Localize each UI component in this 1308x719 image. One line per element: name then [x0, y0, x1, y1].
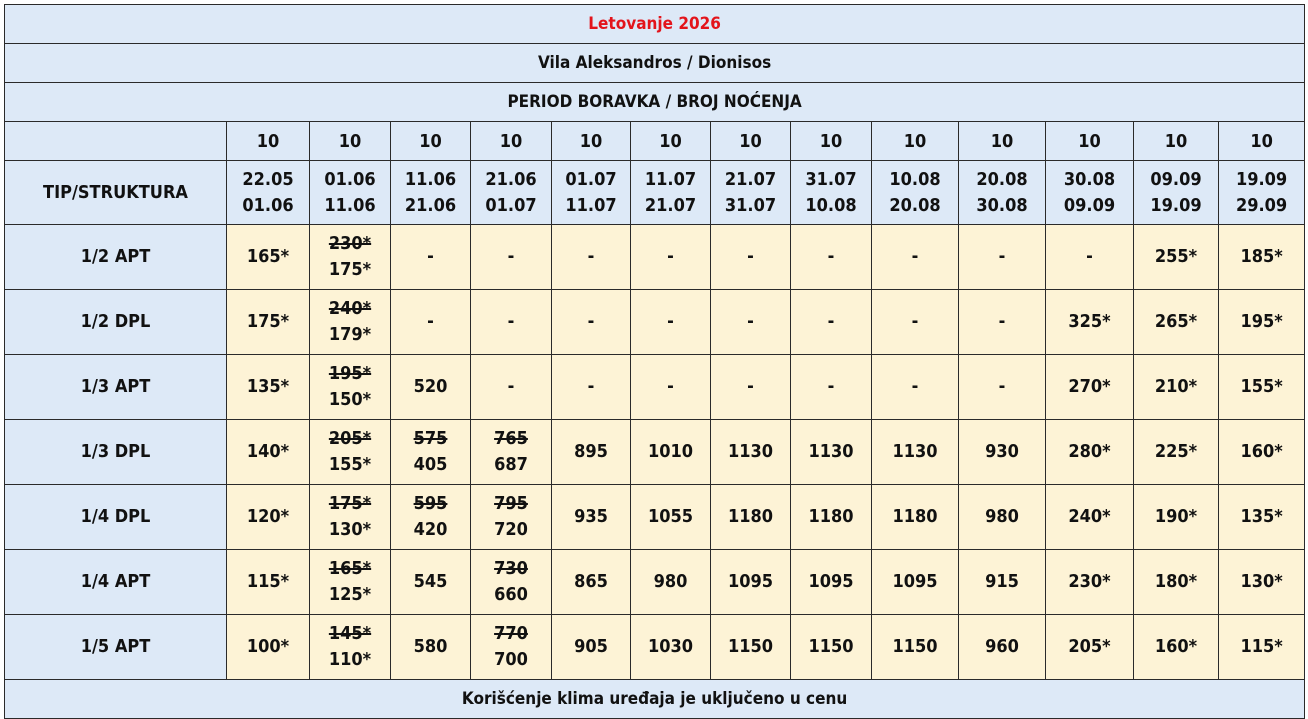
period-to: 01.06 [242, 194, 294, 216]
price-cell [1046, 290, 1134, 355]
subtitle-row [5, 44, 1305, 83]
price-value: 160* [1240, 441, 1283, 462]
price-cell [959, 225, 1046, 290]
price-cell [310, 290, 391, 355]
new-price: 150* [328, 389, 372, 410]
price-value: - [587, 246, 595, 267]
room-type: 1/4 DPL [5, 485, 227, 550]
old-price: 730 [494, 558, 528, 579]
period-cell [631, 161, 711, 225]
price-value: 190* [1154, 506, 1198, 527]
price-cell [711, 485, 791, 550]
period-cell [872, 161, 959, 225]
price-value: - [587, 311, 595, 332]
old-price: 770 [494, 623, 528, 644]
price-value: 155* [1240, 376, 1283, 397]
new-price: 155* [328, 454, 372, 475]
old-price: 175* [328, 493, 372, 514]
period-to: 10.08 [805, 194, 857, 216]
price-value: 1150 [727, 636, 774, 657]
footer-note: Korišćenje klima uređaja je uključeno u cenu [5, 680, 1305, 719]
price-value: - [507, 376, 515, 397]
price-value: 1055 [647, 506, 694, 527]
nights-cell: 10 [227, 122, 310, 161]
price-value: 1130 [727, 441, 774, 462]
nights-cell: 10 [391, 122, 471, 161]
price-cell [959, 290, 1046, 355]
nights-cell: 10 [1219, 122, 1305, 161]
price-cell [1134, 290, 1219, 355]
period-to: 09.09 [1063, 194, 1116, 216]
price-cell [310, 420, 391, 485]
nights-cell: 10 [1134, 122, 1219, 161]
old-price: 165* [328, 558, 372, 579]
table-row [5, 225, 1305, 290]
price-value: - [587, 376, 595, 397]
price-value: - [827, 311, 835, 332]
price-cell [1219, 550, 1305, 615]
price-value: 1180 [892, 506, 938, 527]
period-from: 11.06 [404, 168, 457, 190]
price-value: - [998, 376, 1006, 397]
price-cell [1046, 615, 1134, 680]
price-cell [471, 550, 552, 615]
new-price: 125* [328, 584, 372, 605]
price-value: 1095 [808, 571, 854, 592]
price-value: 195* [1240, 311, 1283, 332]
room-type: 1/3 APT [5, 355, 227, 420]
price-cell [872, 355, 959, 420]
table-row [5, 420, 1305, 485]
new-price: 720 [494, 519, 528, 540]
table-row [5, 615, 1305, 680]
period-from: 11.07 [644, 168, 697, 190]
price-cell [552, 550, 631, 615]
period-to: 20.08 [889, 194, 941, 216]
room-type: 1/5 APT [5, 615, 227, 680]
nights-cell: 10 [1046, 122, 1134, 161]
price-value: 140* [246, 441, 290, 462]
price-value: 1150 [892, 636, 938, 657]
price-cell [872, 290, 959, 355]
price-cell [1046, 485, 1134, 550]
period-cell [227, 161, 310, 225]
price-cell [1219, 615, 1305, 680]
period-to: 11.06 [324, 194, 376, 216]
price-value: 1180 [727, 506, 774, 527]
period-to: 19.09 [1150, 194, 1202, 216]
period-cell [1046, 161, 1134, 225]
period-to: 30.08 [976, 194, 1028, 216]
nights-cell: 10 [631, 122, 711, 161]
price-cell [791, 615, 872, 680]
period-cell [791, 161, 872, 225]
price-cell [631, 290, 711, 355]
nights-corner [5, 122, 227, 161]
old-price: 145* [328, 623, 372, 644]
period-from: 09.09 [1150, 168, 1202, 190]
price-cell [1219, 420, 1305, 485]
price-cell [227, 420, 310, 485]
price-cell [959, 355, 1046, 420]
dates-row [5, 161, 1305, 225]
period-cell [471, 161, 552, 225]
nights-cell: 10 [552, 122, 631, 161]
price-cell [711, 615, 791, 680]
price-cell [1219, 485, 1305, 550]
price-cell [1046, 550, 1134, 615]
period-to: 21.07 [644, 194, 697, 216]
price-cell [391, 550, 471, 615]
price-value: 115* [1240, 636, 1283, 657]
price-cell [631, 550, 711, 615]
price-cell [227, 290, 310, 355]
room-type: 1/3 DPL [5, 420, 227, 485]
price-value: 165* [246, 246, 290, 267]
price-cell [791, 420, 872, 485]
period-from: 10.08 [889, 168, 941, 190]
price-cell [227, 225, 310, 290]
period-cell [310, 161, 391, 225]
price-cell [310, 615, 391, 680]
old-price: 765 [494, 428, 528, 449]
price-cell [959, 550, 1046, 615]
price-value: - [507, 311, 515, 332]
price-value: 325* [1068, 311, 1111, 332]
price-list [4, 4, 1305, 719]
new-price: 420 [413, 519, 448, 540]
price-value: - [1086, 246, 1093, 267]
period-cell [1134, 161, 1219, 225]
price-cell [872, 225, 959, 290]
old-price: 575 [413, 428, 448, 449]
price-cell [711, 420, 791, 485]
price-cell [1134, 420, 1219, 485]
price-cell [791, 225, 872, 290]
price-value: 115* [246, 571, 290, 592]
price-value: 520 [413, 376, 448, 397]
price-cell [791, 355, 872, 420]
period-from: 20.08 [976, 168, 1028, 190]
price-value: - [911, 311, 919, 332]
price-value: - [507, 246, 515, 267]
period-to: 29.09 [1235, 194, 1288, 216]
period-cell [711, 161, 791, 225]
price-cell [227, 550, 310, 615]
price-value: 930 [985, 441, 1019, 462]
period-from: 21.06 [485, 168, 537, 190]
price-cell [1134, 550, 1219, 615]
price-cell [791, 485, 872, 550]
price-cell [1134, 225, 1219, 290]
period-to: 31.07 [724, 194, 777, 216]
price-value: 980 [653, 571, 688, 592]
price-value: 255* [1154, 246, 1198, 267]
price-cell [872, 550, 959, 615]
price-cell [1219, 225, 1305, 290]
room-type: 1/2 DPL [5, 290, 227, 355]
old-price: 205* [328, 428, 372, 449]
price-value: 185* [1240, 246, 1283, 267]
price-cell [471, 485, 552, 550]
price-cell [391, 225, 471, 290]
villa-name: Vila Aleksandros / Dionisos [5, 44, 1305, 83]
price-value: 100* [246, 636, 290, 657]
new-price: 110* [328, 649, 372, 670]
nights-cell: 10 [959, 122, 1046, 161]
period-from: 31.07 [805, 168, 857, 190]
period-header-row [5, 83, 1305, 122]
price-cell [1134, 485, 1219, 550]
price-value: - [827, 376, 835, 397]
table-row [5, 290, 1305, 355]
price-cell [711, 355, 791, 420]
price-cell [471, 355, 552, 420]
price-cell [391, 290, 471, 355]
price-value: 895 [574, 441, 608, 462]
price-value: - [667, 246, 674, 267]
price-cell [959, 615, 1046, 680]
price-value: 1010 [647, 441, 694, 462]
price-value: - [998, 246, 1006, 267]
price-cell [1046, 355, 1134, 420]
price-cell [391, 420, 471, 485]
price-cell [310, 550, 391, 615]
price-cell [552, 615, 631, 680]
price-table [4, 4, 1305, 719]
price-value: 270* [1068, 376, 1111, 397]
price-cell [552, 420, 631, 485]
price-value: 240* [1068, 506, 1111, 527]
old-price: 795 [494, 493, 528, 514]
price-value: 915 [985, 571, 1019, 592]
price-cell [391, 615, 471, 680]
new-price: 175* [328, 259, 372, 280]
price-value: 120* [246, 506, 290, 527]
price-cell [1219, 290, 1305, 355]
price-cell [872, 485, 959, 550]
price-value: - [747, 246, 754, 267]
table-row [5, 550, 1305, 615]
price-cell [227, 615, 310, 680]
price-value: 935 [574, 506, 608, 527]
price-value: 130* [1240, 571, 1283, 592]
nights-cell: 10 [711, 122, 791, 161]
page-title: Letovanje 2026 [5, 5, 1305, 44]
price-value: 135* [1240, 506, 1283, 527]
period-cell [391, 161, 471, 225]
nights-cell: 10 [471, 122, 552, 161]
nights-cell: 10 [791, 122, 872, 161]
room-type: 1/2 APT [5, 225, 227, 290]
price-value: 1095 [727, 571, 774, 592]
price-cell [227, 485, 310, 550]
new-price: 405 [413, 454, 448, 475]
price-cell [310, 485, 391, 550]
price-cell [631, 420, 711, 485]
nights-cell: 10 [310, 122, 391, 161]
price-value: - [911, 376, 919, 397]
nights-cell: 10 [872, 122, 959, 161]
room-type: 1/4 APT [5, 550, 227, 615]
price-value: - [747, 376, 754, 397]
table-row [5, 355, 1305, 420]
price-cell [1134, 355, 1219, 420]
period-from: 30.08 [1063, 168, 1116, 190]
price-value: 545 [413, 571, 448, 592]
price-value: - [427, 311, 434, 332]
price-value: 205* [1068, 636, 1111, 657]
price-cell [471, 615, 552, 680]
period-from: 01.06 [324, 168, 376, 190]
price-value: 280* [1068, 441, 1111, 462]
price-value: 265* [1154, 311, 1198, 332]
price-cell [791, 550, 872, 615]
price-value: 1150 [808, 636, 854, 657]
price-value: - [911, 246, 919, 267]
price-cell [391, 485, 471, 550]
price-value: 135* [246, 376, 290, 397]
price-value: 1130 [808, 441, 854, 462]
price-cell [471, 290, 552, 355]
price-cell [1219, 355, 1305, 420]
new-price: 700 [494, 649, 528, 670]
price-cell [1134, 615, 1219, 680]
price-cell [552, 485, 631, 550]
price-value: - [667, 376, 674, 397]
period-from: 01.07 [565, 168, 617, 190]
price-cell [711, 550, 791, 615]
period-to: 01.07 [485, 194, 537, 216]
table-row [5, 485, 1305, 550]
price-value: 905 [574, 636, 608, 657]
price-value: 230* [1068, 571, 1111, 592]
old-price: 595 [413, 493, 448, 514]
old-price: 240* [328, 298, 372, 319]
price-value: - [427, 246, 434, 267]
price-cell [552, 355, 631, 420]
price-cell [711, 225, 791, 290]
new-price: 130* [328, 519, 372, 540]
price-value: - [998, 311, 1006, 332]
nights-row [5, 122, 1305, 161]
price-value: 960 [985, 636, 1019, 657]
price-value: 1030 [647, 636, 694, 657]
price-cell [310, 355, 391, 420]
period-cell [959, 161, 1046, 225]
price-cell [631, 225, 711, 290]
price-value: 210* [1154, 376, 1198, 397]
price-cell [872, 615, 959, 680]
price-cell [872, 420, 959, 485]
price-value: 160* [1154, 636, 1198, 657]
period-to: 21.06 [404, 194, 457, 216]
price-cell [552, 225, 631, 290]
title-row [5, 5, 1305, 44]
price-value: 175* [246, 311, 290, 332]
price-cell [959, 420, 1046, 485]
price-value: 865 [574, 571, 608, 592]
price-value: 980 [985, 506, 1019, 527]
price-value: 180* [1154, 571, 1198, 592]
type-header: TIP/STRUKTURA [5, 161, 227, 225]
footer-row [5, 680, 1305, 719]
price-value: - [747, 311, 754, 332]
price-cell [227, 355, 310, 420]
price-cell [791, 290, 872, 355]
period-to: 11.07 [565, 194, 617, 216]
period-cell [552, 161, 631, 225]
price-cell [959, 485, 1046, 550]
price-value: 1130 [892, 441, 938, 462]
price-value: 225* [1154, 441, 1198, 462]
price-cell [471, 420, 552, 485]
old-price: 230* [328, 233, 372, 254]
period-cell [1219, 161, 1305, 225]
new-price: 660 [494, 584, 528, 605]
price-cell [552, 290, 631, 355]
period-from: 22.05 [242, 168, 294, 190]
old-price: 195* [328, 363, 372, 384]
price-value: 1095 [892, 571, 938, 592]
new-price: 179* [328, 324, 372, 345]
price-cell [711, 290, 791, 355]
price-cell [631, 355, 711, 420]
price-cell [471, 225, 552, 290]
price-value: - [667, 311, 674, 332]
period-from: 19.09 [1235, 168, 1288, 190]
period-header: PERIOD BORAVKA / BROJ NOĆENJA [5, 83, 1305, 122]
price-value: 580 [413, 636, 448, 657]
price-value: 1180 [808, 506, 854, 527]
new-price: 687 [494, 454, 528, 475]
price-cell [1046, 225, 1134, 290]
price-cell [631, 615, 711, 680]
price-cell [310, 225, 391, 290]
period-from: 21.07 [724, 168, 777, 190]
price-cell [631, 485, 711, 550]
price-value: - [827, 246, 835, 267]
price-cell [391, 355, 471, 420]
price-cell [1046, 420, 1134, 485]
